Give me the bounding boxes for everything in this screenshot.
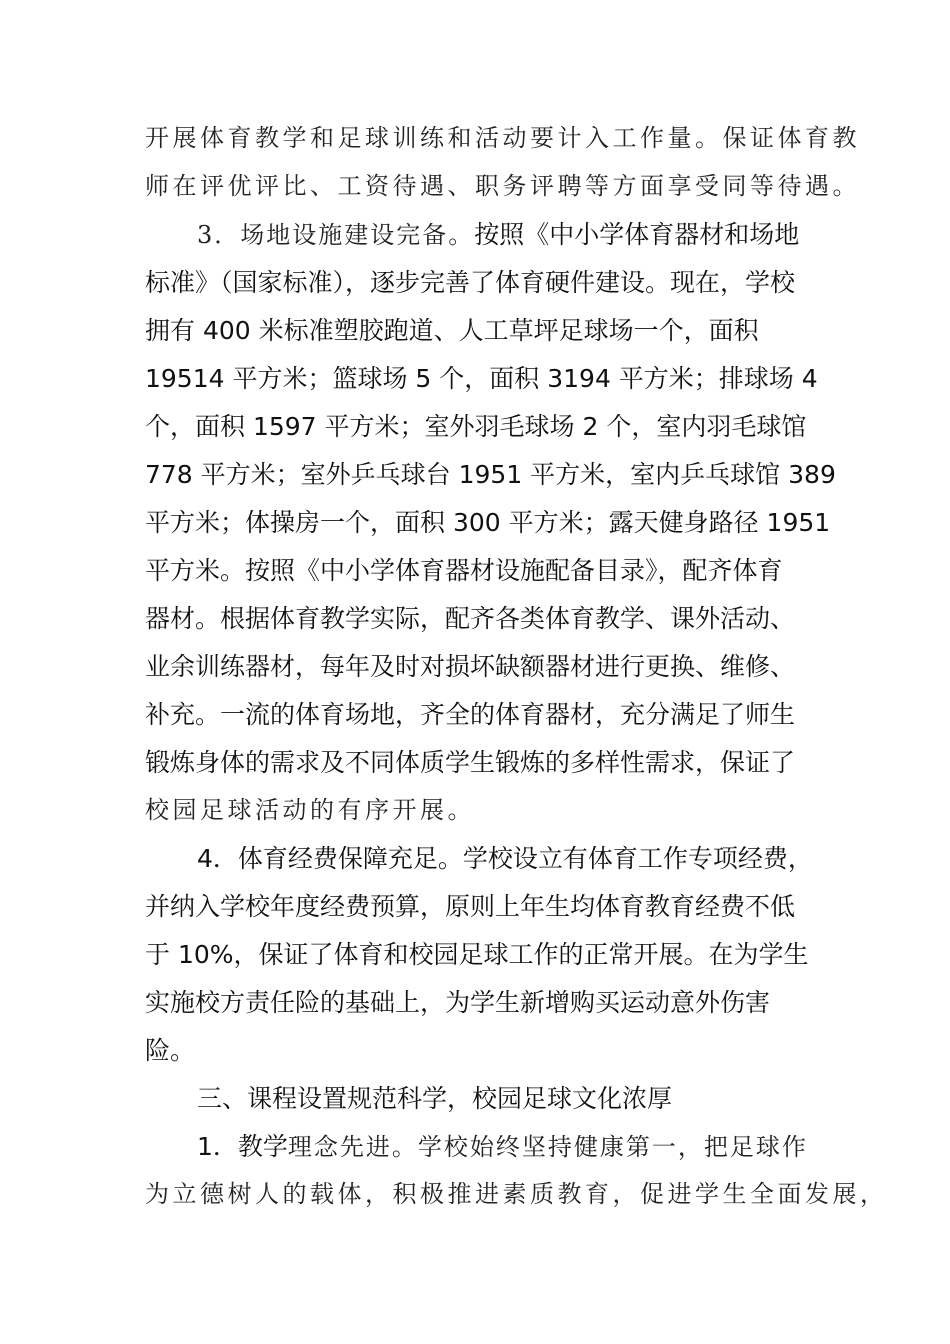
section-3-heading: 3．场地设施建设完备。: [197, 221, 475, 249]
text-line-4: 标准》（国家标准），逐步完善了体育硬件建设。现在，学校: [145, 268, 796, 297]
section-heading: 三、课程设置规范科学，校园足球文化浓厚: [197, 1084, 673, 1113]
text-line-5: 拥有 400 米标准塑胶跑道、人工草坪足球场一个，面积: [145, 316, 759, 345]
text-line-1: 开展体育教学和足球训练和活动要计入工作量。保证体育教: [145, 124, 860, 152]
text-line-10: 平方米。按照《中小学体育器材设施配备目录》，配齐体育: [145, 556, 783, 585]
text-line-11: 器材。根据体育教学实际，配齐各类体育教学、课外活动、: [145, 604, 796, 633]
text-line-12: 业余训练器材，每年及时对损坏缺额器材进行更换、维修、: [145, 652, 796, 681]
text-line-7: 个，面积 1597 平方米；室外羽毛球场 2 个，室内羽毛球馆: [145, 412, 807, 441]
text-line-18: 于 10%，保证了体育和校园足球工作的正常开展。在为学生: [145, 940, 809, 969]
text-line-6: 19514 平方米；篮球场 5 个，面积 3194 平方米；排球场 4: [145, 364, 818, 393]
text-line-3: [197, 222, 799, 247]
section-3-text: 按照《中小学体育器材和场地: [474, 220, 800, 249]
text-line-16: 4．体育经费保障充足。学校设立有体育工作专项经费，: [197, 844, 813, 873]
text-line-13: 补充。一流的体育场地，齐全的体育器材，充分满足了师生: [145, 700, 796, 729]
text-line-9: 平方米；体操房一个，面积 300 平方米；露天健身路径 1951: [145, 508, 831, 537]
subsection-1-heading: 1．教学: [197, 1132, 288, 1161]
text-line-2: 师在评优评比、工资待遇、职务评聘等方面享受同等待遇。: [145, 172, 860, 200]
text-line-20: 险。: [145, 1036, 196, 1065]
text-line-23: 为立德树人的载体，积极推进素质教育，促进学生全面发展，: [145, 1180, 888, 1208]
text-line-22: [197, 1134, 808, 1159]
text-line-19: 实施校方责任险的基础上，为学生新增购买运动意外伤害: [145, 988, 771, 1017]
text-line-14: 锻炼身体的需求及不同体质学生锻炼的多样性需求，保证了: [145, 748, 796, 777]
text-line-15: 校园足球活动的有序开展。: [145, 796, 475, 824]
text-line-8: 778 平方米；室外乒乓球台 1951 平方米，室内乒乓球馆 389: [145, 460, 836, 489]
text-line-17: 并纳入学校年度经费预算，原则上年生均体育教育经费不低: [145, 892, 796, 921]
subsection-1-text: 理念先进。学校始终坚持健康第一，把足球作: [287, 1133, 808, 1161]
